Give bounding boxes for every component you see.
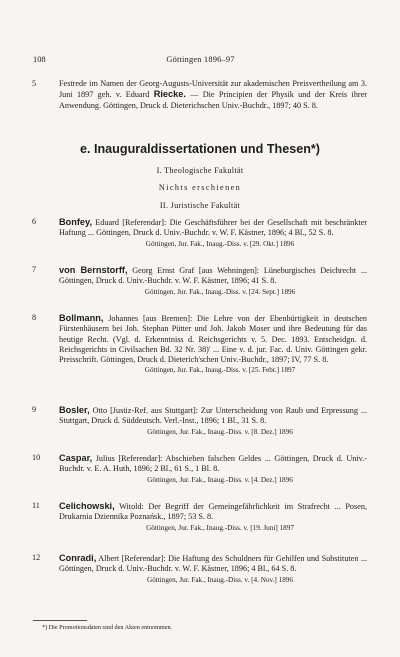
entry-meta: Göttingen, Jur. Fak., Inaug.-Diss. v. [4. Dez.] 1896 <box>147 475 293 484</box>
entry-meta: Göttingen, Jur. Fak., Inaug.-Diss. v. [24. Sept.] 1896 <box>144 287 296 296</box>
entry-5 <box>32 79 368 111</box>
entry-author: Riecke. <box>153 89 186 100</box>
entry-meta: Göttingen, Jur. Fak., Inaug.-Diss. v. [29. Okt.] 1896 <box>145 239 295 248</box>
entry-text: Georg Ernst Graf [aus Wehningen]: Lüneburgisches Deichrecht ... Göttingen, Druck d. Univ.-Buchdr. v. W. F. Kästner, 1896; 41 S. 8. <box>59 266 367 286</box>
entry-number: 11 <box>32 501 40 510</box>
entry-text: Eduard [Referendar]: Die Geschäftsführer bei der Gesellschaft mit beschränkter Haftung ... Göttingen, Druck d. Univ.-Buchdr. v. W. F. Kästner, 1896; 4 Bl., 52 S. 8. <box>59 218 367 238</box>
nothing-published-note: Nichts erschienen <box>158 183 242 192</box>
entry-meta: Göttingen, Jur. Fak., Inaug.-Diss. v. [8. Dez.] 1896 <box>147 427 293 436</box>
entry-meta: Göttingen, Jur. Fak., Inaug.-Diss. v. [19. Juni] 1897 <box>146 523 294 532</box>
entry-author: Caspar, <box>59 453 93 463</box>
list-item <box>32 265 367 297</box>
entry-number: 10 <box>32 453 41 462</box>
entry-meta: Göttingen, Jur. Fak., Inaug.-Diss. v. [25. Febr.] 1897 <box>144 366 296 375</box>
list-item <box>32 405 367 437</box>
entry-number: 6 <box>32 217 37 226</box>
entry-meta: Göttingen, Jur. Fak., Inaug.-Diss. v. [4. Nov.] 1896 <box>147 575 293 584</box>
entry-text: Witold: Der Begriff der Gemeingefährlichkeit im Strafrecht ... Posen, Drukarnia Dziennika Poznańsk., 1897; 53 S. 8. <box>59 502 367 522</box>
entry-number: 5 <box>32 79 37 88</box>
list-item <box>32 553 367 585</box>
running-head <box>33 55 368 67</box>
entry-number: 9 <box>32 405 37 414</box>
entry-number: 12 <box>32 553 41 562</box>
list-item <box>32 313 367 376</box>
entry-author: Bosler, <box>59 405 90 415</box>
entry-author: Bollmann, <box>59 313 104 323</box>
entry-text: Julius [Referendar]: Abschieben falschen Geldes ... Göttingen, Druck d. Univ.-Buchdr. v. E. A. Huth, 1896; 2 Bl., 61 S., 1 Bl. 8. <box>59 454 367 474</box>
entry-author: Celichowski, <box>59 501 115 511</box>
footnote: *) Die Promotionsdaten sind den Akten entnommen. <box>42 624 173 631</box>
entry-number: 8 <box>32 313 37 322</box>
entry-text: Otto [Justiz-Ref. aus Stuttgart]: Zur Unterscheidung von Raub und Erpressung ... Stuttgart, Druck d. Süddeutsch. Verl.-Inst., 1896; 1 Bl., 31 S. 8. <box>59 406 367 426</box>
entry-text-after: — Die Principien der Physik und der Kreis ihrer Anwendung. Göttingen, Druck d. Dieterichschen Univ.-Buchdr., 1897; 40 S. 8. <box>59 90 368 110</box>
entry-author: von Bernstorff, <box>59 265 128 275</box>
entry-text: Johannes [aus Bremen]: Die Lehre von der Ebenbürtigkeit in deutschen Fürstenhäusern bei Joh. Stephan Pütter und Joh. Jakob Moser und ihre Bedeutung für das heutige Recht. (Vgl. d. Erkenntniss d. Reichsgerichts v. 5. Dec. 1893. Entscheidgn. d. Reichsgerichts in Civilsachen Bd. 32 Nr. 38)' ... Eine v. d. jur. Fac. d. Univ. Göttingen gekr. Preisschrift. Göttingen, Druck d. Dieterich'schen Univ.-Buchdr., 1897; IV, 77 S. 8. <box>59 314 367 365</box>
list-item <box>32 217 367 249</box>
entry-text-before: Festrede im Namen der Georg-Augusts-Universität zur akademischen Preisvertheilung am 3. Juni 1897 geh. v. Eduard <box>59 79 367 100</box>
entry-number: 7 <box>32 265 37 274</box>
running-title: Göttingen 1896–97 <box>166 55 235 64</box>
page-number: 108 <box>33 55 46 64</box>
faculty-heading-law: II. Juristische Fakultät <box>159 201 241 210</box>
section-heading: e. Inauguraldissertationen und Thesen*) <box>79 142 321 156</box>
entry-author: Bonfey, <box>59 217 93 227</box>
list-item <box>32 453 367 485</box>
list-item <box>32 501 367 533</box>
entry-author: Conradi, <box>59 553 97 563</box>
footnote-rule <box>33 620 87 621</box>
faculty-heading-theology: I. Theologische Fakultät <box>156 166 244 175</box>
entry-text: Albert [Referendar]: Die Haftung des Schuldners für Gehilfen und Substituten ... Göttingen, Druck d. Univ.-Buchdr. v. W. F. Kästner, 1896; 4 Bl., 64 S. 8. <box>59 554 367 574</box>
